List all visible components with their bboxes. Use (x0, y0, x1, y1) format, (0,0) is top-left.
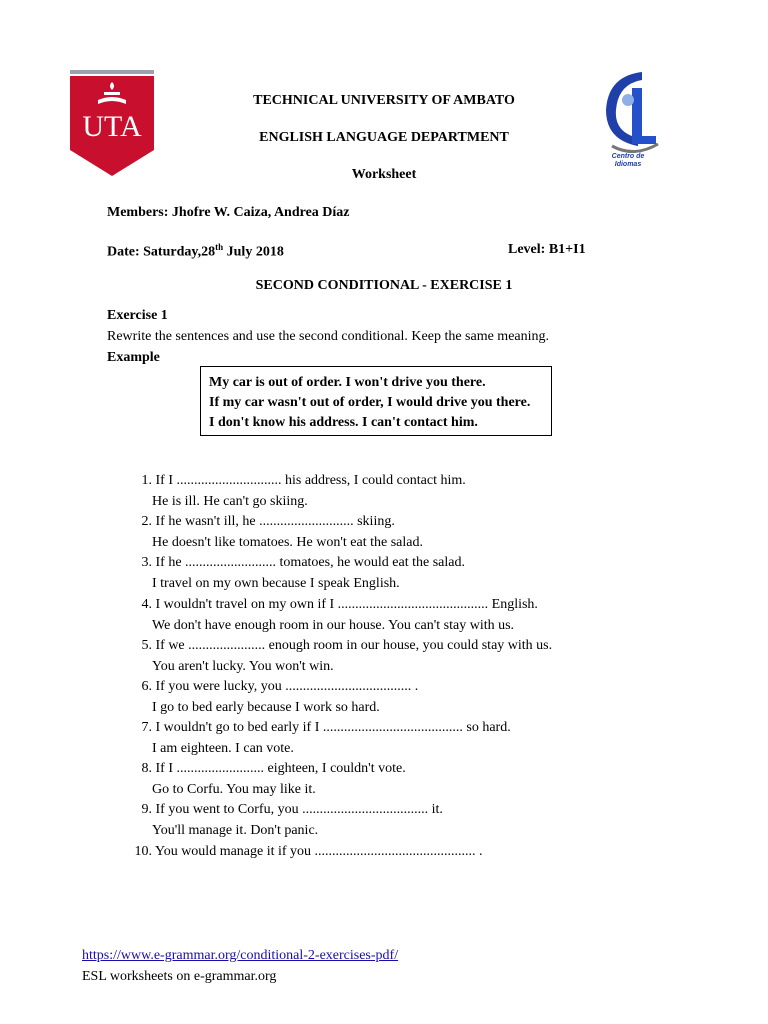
list-item: 5. If we ...................... enough room in our house, you could stay with us. You aren't lucky. You won't win. (141, 638, 553, 674)
list-item: 7. I wouldn't go to bed early if I ........................................ so hard. I am eighteen. I can vote. (141, 720, 511, 756)
svg-text:Idiomas: Idiomas (614, 161, 642, 168)
uta-logo (70, 70, 154, 178)
date-line: Date: Saturday,28th July 2018 (107, 242, 284, 260)
example-line: My car is out of order. I won't drive you there. (209, 375, 486, 390)
university-title: TECHNICAL UNIVERSITY OF AMBATO (253, 93, 515, 108)
exercise-title: Exercise 1 (107, 308, 168, 323)
exercise-instruction: Rewrite the sentences and use the second conditional. Keep the same meaning. (107, 329, 550, 344)
footer-credit: ESL worksheets on e-grammar.org (82, 969, 277, 984)
uta-logo-text: UTA (82, 110, 142, 143)
example-label: Example (107, 350, 160, 365)
list-item: 6. If you were lucky, you .................................... . I go to bed early because I work so hard. (141, 679, 419, 715)
centro-de-idiomas-logo (598, 66, 662, 174)
department-title: ENGLISH LANGUAGE DEPARTMENT (259, 130, 509, 145)
example-box (200, 366, 552, 436)
section-title: SECOND CONDITIONAL - EXERCISE 1 (255, 278, 513, 293)
list-item: 10. You would manage it if you .............................................. . (134, 844, 483, 859)
source-link[interactable]: https://www.e-grammar.org/conditional-2-exercises-pdf/ (82, 948, 399, 963)
list-item: 3. If he .......................... tomatoes, he would eat the salad. I travel on my own because I speak English. (141, 555, 465, 591)
list-item: 9. If you went to Corfu, you .................................... it. You'll manage it. Don't panic. (141, 802, 443, 838)
list-item: 4. I wouldn't travel on my own if I ........................................... English. We don't have enough room in our house. You can't stay with us. (141, 597, 538, 633)
list-item: 1. If I .............................. his address, I could contact him. He is ill. He can't go skiing. (141, 473, 466, 509)
example-line: If my car wasn't out of order, I would drive you there. (209, 395, 531, 410)
members-line: Members: Jhofre W. Caiza, Andrea Díaz (107, 205, 350, 220)
list-item: 2. If he wasn't ill, he ........................... skiing. He doesn't like tomatoes. He won't eat the salad. (141, 514, 423, 550)
svg-text:Centro de: Centro de (611, 153, 645, 160)
example-line: I don't know his address. I can't contact him. (209, 415, 478, 430)
worksheet-title: Worksheet (351, 167, 417, 182)
list-item: 8. If I ......................... eighteen, I couldn't vote. Go to Corfu. You may like it. (141, 761, 406, 797)
level-line: Level: B1+I1 (508, 242, 586, 257)
